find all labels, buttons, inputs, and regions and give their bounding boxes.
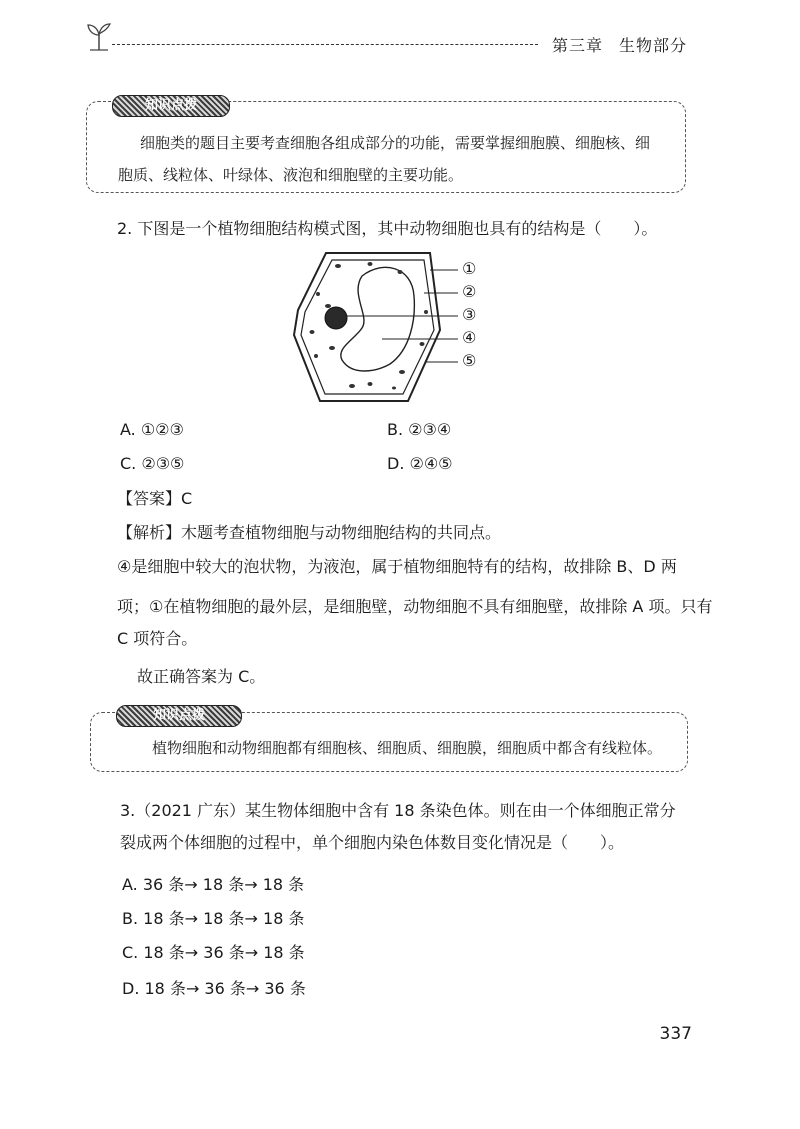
- tip-text-2: 植物细胞和动物细胞都有细胞核、细胞质、细胞膜，细胞质中都含有线粒体。: [152, 739, 663, 757]
- plant-cell-diagram: [290, 248, 510, 408]
- cell-wall: [294, 253, 440, 401]
- q2-analysis-line1: ④是细胞中较大的泡状物，为液泡，属于植物细胞特有的结构，故排除 B、D 两: [117, 557, 677, 576]
- diagram-label-4: ④: [462, 328, 477, 347]
- tip-label-2: 知识点拨: [116, 705, 242, 727]
- question-3-stem-line2: 裂成两个体细胞的过程中，单个细胞内染色体数目变化情况是（ ）。: [120, 833, 625, 852]
- q2-option-b: B. ②③④: [387, 420, 452, 439]
- q3-option-d: D. 18 条→ 36 条→ 36 条: [122, 979, 306, 998]
- header-divider: [112, 44, 538, 45]
- vacuole: [341, 267, 415, 371]
- tip-text-1-line1: 细胞类的题目主要考查细胞各组成部分的功能，需要掌握细胞膜、细胞核、细: [140, 134, 651, 152]
- q2-analysis-line2: 项；①在植物细胞的最外层，是细胞壁，动物细胞不具有细胞壁，故排除 A 项。只有: [117, 597, 713, 616]
- diagram-label-1: ①: [462, 259, 477, 278]
- q2-analysis-line3: C 项符合。: [117, 629, 198, 648]
- question-3-stem-line1: 3.（2021 广东）某生物体细胞中含有 18 条染色体。则在由一个体细胞正常分: [120, 801, 676, 820]
- diagram-label-2: ②: [462, 282, 477, 301]
- q3-option-c: C. 18 条→ 36 条→ 18 条: [122, 943, 305, 962]
- q2-conclusion: 故正确答案为 C。: [137, 667, 266, 686]
- diagram-label-3: ③: [462, 305, 477, 324]
- section-title: 生物部分: [619, 36, 688, 55]
- tip-text-1-line2: 胞质、线粒体、叶绿体、液泡和细胞壁的主要功能。: [118, 166, 464, 184]
- sprout-logo-icon: [86, 22, 112, 52]
- q2-option-a: A. ①②③: [120, 420, 184, 439]
- q2-option-d: D. ②④⑤: [387, 454, 453, 473]
- q2-analysis-title: 【解析】木题考查植物细胞与动物细胞结构的共同点。: [117, 523, 502, 542]
- running-header: [552, 33, 703, 56]
- tip-label-1: 知识点拨: [112, 95, 230, 117]
- diagram-label-5: ⑤: [462, 351, 477, 370]
- question-2-stem: 2. 下图是一个植物细胞结构模式图，其中动物细胞也具有的结构是（ ）。: [117, 219, 658, 238]
- q3-option-b: B. 18 条→ 18 条→ 18 条: [122, 909, 305, 928]
- cell-membrane: [301, 260, 434, 394]
- q3-option-a: A. 36 条→ 18 条→ 18 条: [122, 875, 305, 894]
- chapter-title: 第三章: [552, 36, 604, 55]
- page-number: 337: [659, 1024, 692, 1044]
- q2-option-c: C. ②③⑤: [120, 454, 185, 473]
- q2-answer: 【答案】C: [117, 489, 193, 508]
